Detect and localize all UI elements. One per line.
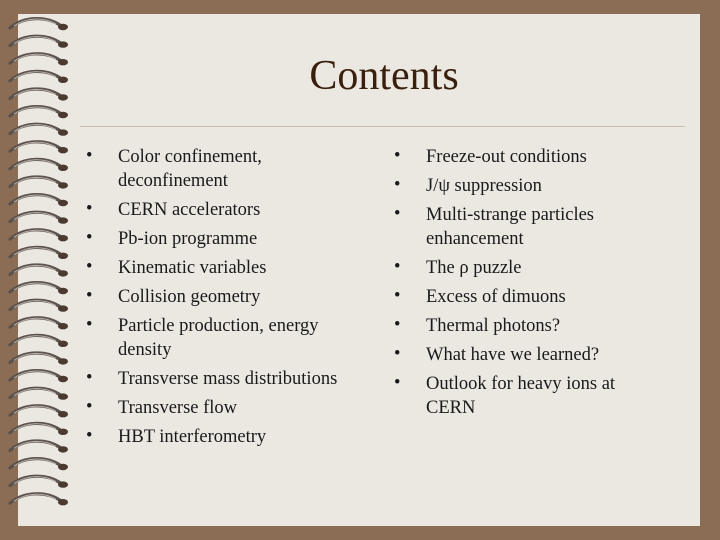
spiral-coil: [10, 476, 68, 488]
bullet: •: [394, 344, 401, 364]
list-item-text: Transverse flow: [118, 397, 238, 418]
bullet: •: [394, 315, 401, 335]
list-item-text: Color confinement, deconfinement: [118, 146, 262, 191]
bullet: •: [394, 146, 401, 166]
list-item: [86, 224, 366, 253]
bullet: •: [394, 373, 401, 393]
spiral-coil: [10, 300, 68, 312]
list-item-text: Kinematic variables: [118, 257, 267, 278]
spiral-coil: [10, 212, 68, 224]
title-divider: [80, 126, 685, 127]
bullet: •: [394, 286, 401, 306]
right-bullet-list: [394, 142, 654, 422]
list-item-text: Multi-strange particles enhancement: [426, 204, 594, 249]
spiral-coil: [10, 247, 68, 259]
bullet: •: [86, 315, 93, 335]
list-item-text: Freeze-out conditions: [426, 146, 587, 167]
bullet: •: [394, 257, 401, 277]
list-item: [86, 282, 366, 311]
bullet: •: [394, 175, 401, 195]
spiral-coil: [10, 423, 68, 435]
spiral-coil: [10, 494, 68, 506]
spiral-coil: [10, 142, 68, 154]
list-item-text: Transverse mass distributions: [118, 368, 338, 389]
spiral-coil: [10, 36, 68, 48]
bullet: •: [86, 286, 93, 306]
list-item-text: Particle production, energy density: [118, 315, 319, 360]
list-item: [394, 340, 654, 369]
list-item: [86, 253, 366, 282]
bullet: •: [86, 397, 93, 417]
list-item: [394, 253, 654, 282]
spiral-coil: [10, 283, 68, 295]
spiral-coil: [10, 388, 68, 400]
list-item: [394, 200, 654, 253]
bullet: •: [86, 199, 93, 219]
spiral-coil: [10, 265, 68, 277]
list-item: [86, 393, 366, 422]
list-item: [394, 282, 654, 311]
spiral-coil: [10, 124, 68, 136]
bullet: •: [394, 204, 401, 224]
list-item: [394, 142, 654, 171]
spiral-coil: [10, 371, 68, 383]
bullet: •: [86, 426, 93, 446]
list-item-text: Pb-ion programme: [118, 228, 258, 249]
slide-title: Contents: [309, 53, 459, 99]
spiral-coil: [10, 335, 68, 347]
list-item: [394, 369, 654, 422]
bullet: •: [86, 257, 93, 277]
list-item-text: Excess of dimuons: [426, 286, 566, 307]
spiral-coil: [10, 353, 68, 365]
spiral-coil: [10, 459, 68, 471]
list-item: [86, 142, 366, 195]
spiral-coil: [10, 19, 68, 31]
list-item-text: What have we learned?: [426, 344, 600, 365]
bullet: •: [86, 228, 93, 248]
list-item: [394, 171, 654, 200]
list-item: [86, 364, 366, 393]
spiral-coil: [10, 441, 68, 453]
list-item-text: Thermal photons?: [426, 315, 561, 336]
spiral-coil: [10, 318, 68, 330]
list-item: [86, 195, 366, 224]
left-bullet-list: [86, 142, 366, 451]
list-item-text: CERN accelerators: [118, 199, 261, 220]
list-item: [86, 422, 366, 451]
list-item: [86, 311, 366, 364]
list-item: [394, 311, 654, 340]
spiral-coil: [10, 195, 68, 207]
bullet: •: [86, 368, 93, 388]
spiral-coil: [10, 107, 68, 119]
spiral-coil: [10, 159, 68, 171]
list-item-text: HBT interferometry: [118, 426, 267, 447]
spiral-coil: [10, 177, 68, 189]
bullet: •: [86, 146, 93, 166]
spiral-coil: [10, 230, 68, 242]
spiral-coil: [10, 406, 68, 418]
list-item-text: J/ψ suppression: [426, 175, 542, 196]
list-item-text: The ρ puzzle: [426, 257, 522, 278]
list-item-text: Outlook for heavy ions at CERN: [426, 373, 616, 418]
list-item-text: Collision geometry: [118, 286, 261, 307]
